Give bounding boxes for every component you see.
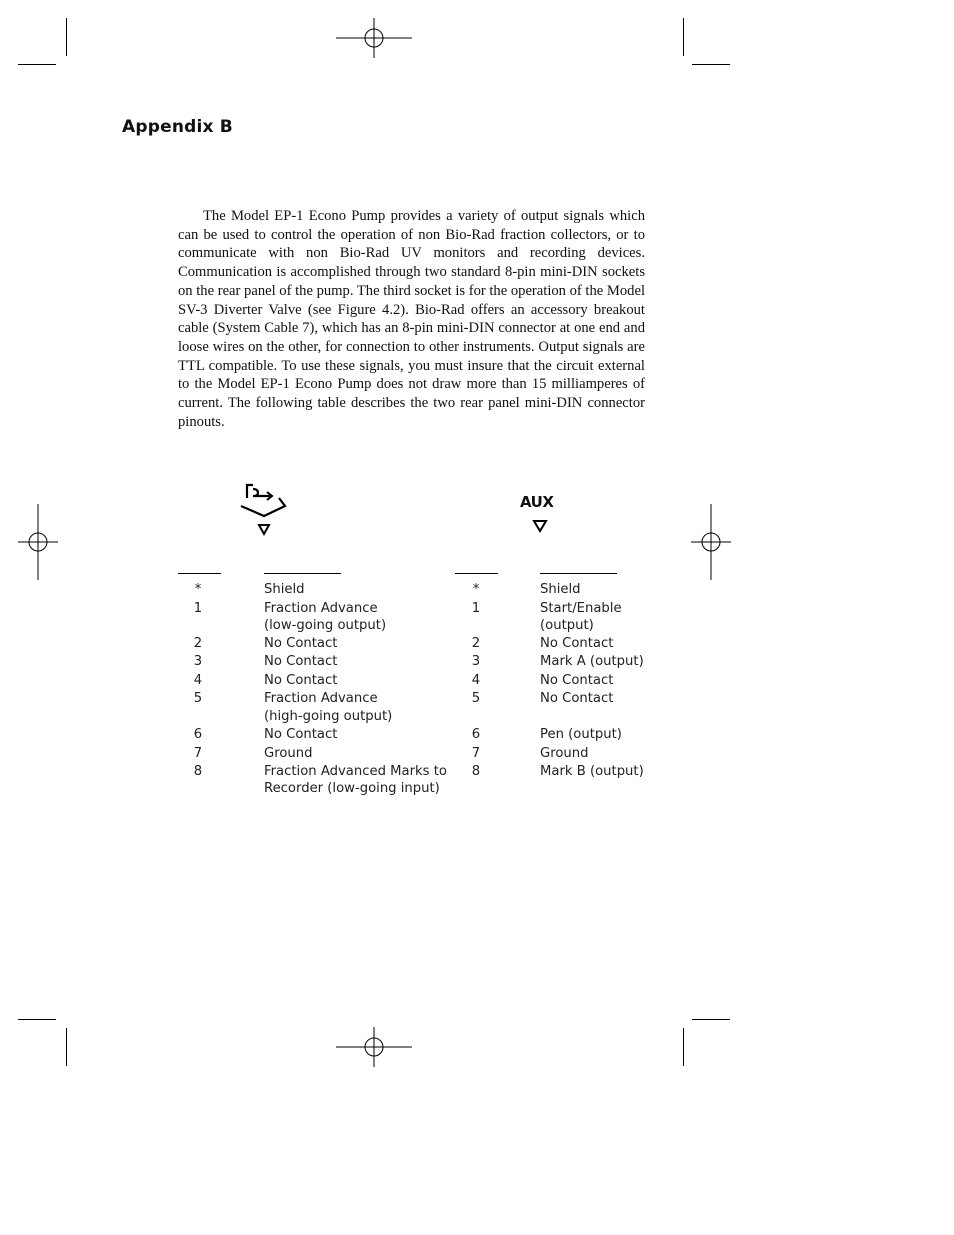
intro-paragraph: The Model EP-1 Econo Pump provides a variety of output signals which can be used to control the operation of non Bio-Rad fraction collectors, or to communicate with non Bio-Rad UV monitors and recording devices. Communication is accomplished through two standard 8-pin mini-DIN sockets on the rear panel of the pump. The third socket is for the operation of the Model SV-3 Diverter Valve (see Figure 4.2). Bio-Rad offers an accessory breakout cable (System Cable 7), which has an 8-pin mini-DIN connector at one end and loose wires on the other, for connection to other instruments. Output signals are TTL compatible. To use these signals, you must insure that the circuit external to the Model EP-1 Econo Pump does not draw more than 15 milliamperes of current. The following table describes the two rear panel mini-DIN connector pinouts. <box>178 208 645 430</box>
left-signal: No Contact <box>264 673 338 688</box>
right-pin: 6 <box>471 727 481 742</box>
right-signal-continued: (output) <box>540 618 594 633</box>
left-signal-continued: (low-going output) <box>264 618 387 633</box>
right-signal: No Contact <box>540 673 614 688</box>
right-signal: Pen (output) <box>540 727 622 742</box>
right-signal: Mark B (output) <box>540 764 644 779</box>
registration-mark-bottom-icon <box>336 1027 412 1067</box>
right-pin: * <box>472 582 480 597</box>
left-signal: No Contact <box>264 636 338 651</box>
registration-mark-left-icon <box>18 504 58 580</box>
right-pin: 7 <box>471 746 481 761</box>
right-signal: No Contact <box>540 691 614 706</box>
right-signal-header-rule <box>540 573 617 574</box>
left-signal: No Contact <box>264 727 338 742</box>
left-signal: Fraction Advance <box>264 691 378 706</box>
right-signal: Ground <box>540 746 589 761</box>
left-signal-header-rule <box>264 573 341 574</box>
fraction-collector-icon <box>238 482 290 538</box>
left-pin-header-rule <box>178 573 221 574</box>
left-signal: Shield <box>264 582 305 597</box>
left-signal: No Contact <box>264 654 338 669</box>
page-heading: Appendix B <box>122 117 233 137</box>
left-pin: 8 <box>193 764 203 779</box>
left-signal: Fraction Advance <box>264 601 378 616</box>
left-pin: 7 <box>193 746 203 761</box>
right-pin: 4 <box>471 673 481 688</box>
aux-connector-icon <box>532 518 548 534</box>
registration-mark-top-icon <box>336 18 412 58</box>
left-pin: 6 <box>193 727 203 742</box>
left-pin: 1 <box>193 601 203 616</box>
right-pin: 2 <box>471 636 481 651</box>
registration-mark-right-icon <box>691 504 731 580</box>
right-pin: 8 <box>471 764 481 779</box>
right-signal: Start/Enable <box>540 601 622 616</box>
left-signal: Fraction Advanced Marks to <box>264 764 447 779</box>
left-pin: 5 <box>193 691 203 706</box>
right-pin: 5 <box>471 691 481 706</box>
left-pin: 2 <box>193 636 203 651</box>
left-signal-continued: Recorder (low-going input) <box>264 781 440 796</box>
left-pin: 3 <box>193 654 203 669</box>
right-signal: Mark A (output) <box>540 654 644 669</box>
left-signal: Ground <box>264 746 313 761</box>
right-pin-header-rule <box>455 573 498 574</box>
left-pin: * <box>194 582 202 597</box>
right-signal: Shield <box>540 582 581 597</box>
aux-label: AUX <box>520 493 554 511</box>
right-pin: 1 <box>471 601 481 616</box>
left-pin: 4 <box>193 673 203 688</box>
right-signal: No Contact <box>540 636 614 651</box>
right-pin: 3 <box>471 654 481 669</box>
left-signal-continued: (high-going output) <box>264 709 393 724</box>
